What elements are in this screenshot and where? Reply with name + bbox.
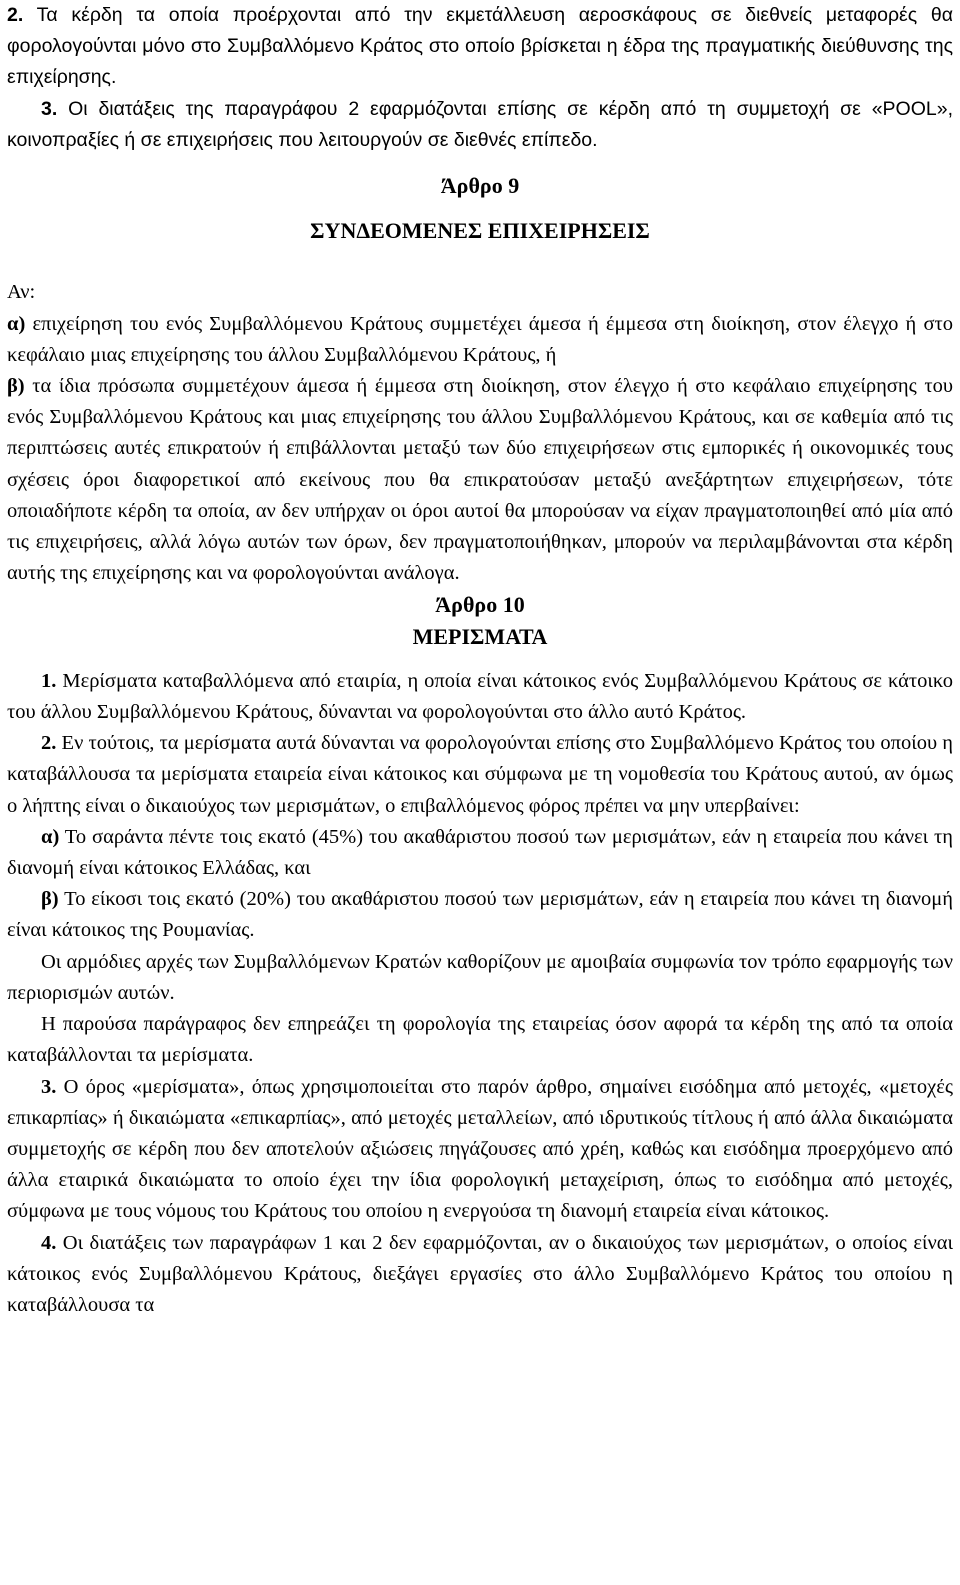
art8-paragraph-3 — [7, 94, 953, 156]
art10-paragraph-3 — [7, 1072, 953, 1228]
article-9-item-b — [7, 371, 953, 589]
item-text: Το είκοσι τοις εκατό (20%) του ακαθάριστου ποσού των μερισμάτων, εάν η εταιρεία που κάνει τη διανομή είναι κάτοικος της Ρουμανίας. — [7, 888, 953, 942]
art10-paragraph-2-company-tax: Η παρούσα παράγραφος δεν επηρεάζει τη φορολογία της εταιρείας όσον αφορά τα κέρδη της από τα οποία καταβάλλονται τα μερίσματα. — [7, 1013, 953, 1067]
article-9-title: Άρθρο 9 — [440, 173, 520, 199]
item-label: α) — [41, 825, 60, 848]
paragraph-text: Εν τούτοις, τα μερίσματα αυτά δύνανται να φορολογούνται επίσης στο Συμβαλλόμενο Κράτος του οποίου η καταβάλλουσα τα μερίσματα εταιρεία είναι κάτοικος και σύμφωνα με τη νομοθεσία του Κράτους αυτού, αν όμως ο λήπτης είναι ο δικαιούχος των μερισμάτων, ο επιβαλλόμενος φόρος πρέπει να μην υπερβαίνει: — [7, 732, 953, 817]
art10-paragraph-2 — [7, 728, 953, 822]
paragraph-text: Ο όρος «μερίσματα», όπως χρησιμοποιείται στο παρόν άρθρο, σημαίνει εισόδημα από μετοχές, «μετοχές επικαρπίας» ή δικαιώματα «επικαρπίας», από μετοχές μεταλλείων, από ιδρυτικούς τίτλους ή από άλλα δικαιώματα συμμετοχής σε κέρδη που δεν αποτελούν αξιώσεις πηγάζουσες από χρέη, καθώς και εισόδημα προερχόμενο από άλλα εταιρικά δικαιώματα το οποίο έχει την ίδια φορολογική μεταχείριση, όπως το εισόδημα από μετοχές, σύμφωνα με τους νόμους του Κράτους του οποίου η ενεργούσα τη διανομή εταιρεία είναι κάτοικος. — [7, 1075, 953, 1223]
paragraph-number: 4. — [41, 1231, 57, 1254]
article-9-subtitle: ΣΥΝΔΕΟΜΕΝΕΣ ΕΠΙΧΕΙΡΗΣΕΙΣ — [310, 218, 650, 244]
art10-paragraph-1 — [7, 666, 953, 728]
item-text: επιχείρηση του ενός Συμβαλλόμενου Κράτους συμμετέχει άμεσα ή έμμεσα στη διοίκηση, στον έλεγχο ή στο κεφάλαιο μιας επιχείρησης του άλλου Συμβαλλόμενου Κράτους, ή — [7, 312, 953, 366]
article-9-item-a — [7, 309, 953, 371]
art10-paragraph-4 — [7, 1228, 953, 1322]
spacer — [7, 246, 953, 277]
paragraph-text: Οι διατάξεις των παραγράφων 1 και 2 δεν εφαρμόζονται, αν ο δικαιούχος των μερισμάτων, ο οποίος είναι κάτοικος ενός Συμβαλλόμενου Κράτους, διεξάγει εργασίες στο άλλο Συμβαλλόμενο Κράτος του οποίου η καταβάλλουσα τα — [7, 1231, 953, 1316]
spacer — [7, 652, 953, 666]
item-label: α) — [7, 312, 26, 335]
paragraph-number: 3. — [41, 97, 58, 120]
item-text: τα ίδια πρόσωπα συμμετέχουν άμεσα ή έμμεσα στη διοίκηση, στον έλεγχο ή στο κεφάλαιο επιχείρησης του ενός Συμβαλλόμενου Κράτους και μιας επιχείρησης του άλλου Συμβαλλόμενου Κράτους, και σε καθεμία από τις περιπτώσεις αυτές επικρατούν ή επιβάλλονται μεταξύ των δύο επιχειρήσεων στις εμπορικές ή οικονομικές τους σχέσεις όροι διαφορετικοί από εκείνους που θα επικρατούσαν μεταξύ ανεξάρτητων επιχειρήσεων, τότε οποιαδήποτε κέρδη τα οποία, αν δεν υπήρχαν οι όροι αυτοί θα μπορούσαν να είχαν πραγματοποιηθεί από μία από τις επιχειρήσεις, αλλά λόγω αυτών των όρων, δεν πραγματοποιήθηκαν, μπορούν να περιλαμβάνονται στα κέρδη αυτής της επιχείρησης και να φορολογούνται ανάλογα. — [7, 375, 953, 585]
art10-paragraph-2-authorities: Οι αρμόδιες αρχές των Συμβαλλόμενων Κρατών καθορίζουν με αμοιβαία συμφωνία τον τρόπο εφαρμογής των περιορισμών αυτών. — [7, 950, 953, 1004]
paragraph-number: 3. — [41, 1075, 57, 1098]
article-10-title: Άρθρο 10 — [435, 592, 525, 618]
paragraph-text: Οι διατάξεις της παραγράφου 2 εφαρμόζονται επίσης σε κέρδη από τη συμμετοχή σε «POOL», κοινοπραξίες ή σε επιχειρήσεις που λειτουργούν σε διεθνές επίπεδο. — [7, 97, 953, 151]
item-text: Το σαράντα πέντε τοις εκατό (45%) του ακαθάριστου ποσού των μερισμάτων, εάν η εταιρεία που κάνει τη διανομή είναι κάτοικος Ελλάδας, και — [7, 825, 953, 880]
paragraph-text: Μερίσματα καταβαλλόμενα από εταιρία, η οποία είναι κάτοικος ενός Συμβαλλόμενου Κράτους σε κάτοικο του άλλου Συμβαλλόμενου Κράτους, δύνανται να φορολογούνται στο άλλο αυτό Κράτος. — [7, 669, 953, 724]
art10-paragraph-2-item-b — [7, 884, 953, 946]
article-9-intro: Αν: — [7, 281, 36, 304]
item-label: β) — [41, 888, 59, 911]
paragraph-number: 2. — [41, 732, 57, 755]
paragraph-number: 2. — [7, 4, 24, 26]
art10-paragraph-2-item-a — [7, 822, 953, 884]
spacer — [7, 201, 953, 215]
item-label: β) — [7, 375, 25, 398]
art8-paragraph-2 — [7, 0, 953, 94]
paragraph-number: 1. — [41, 669, 57, 692]
article-10-subtitle: ΜΕΡΙΣΜΑΤΑ — [412, 623, 548, 649]
spacer — [7, 156, 953, 170]
paragraph-text: Τα κέρδη τα οποία προέρχονται από την εκμετάλλευση αεροσκάφους σε διεθνείς μεταφορές θα φορολογούνται μόνο στο Συμβαλλόμενο Κράτος στο οποίο βρίσκεται η έδρα της πραγματικής διεύθυνσης της επιχείρησης. — [7, 4, 953, 89]
